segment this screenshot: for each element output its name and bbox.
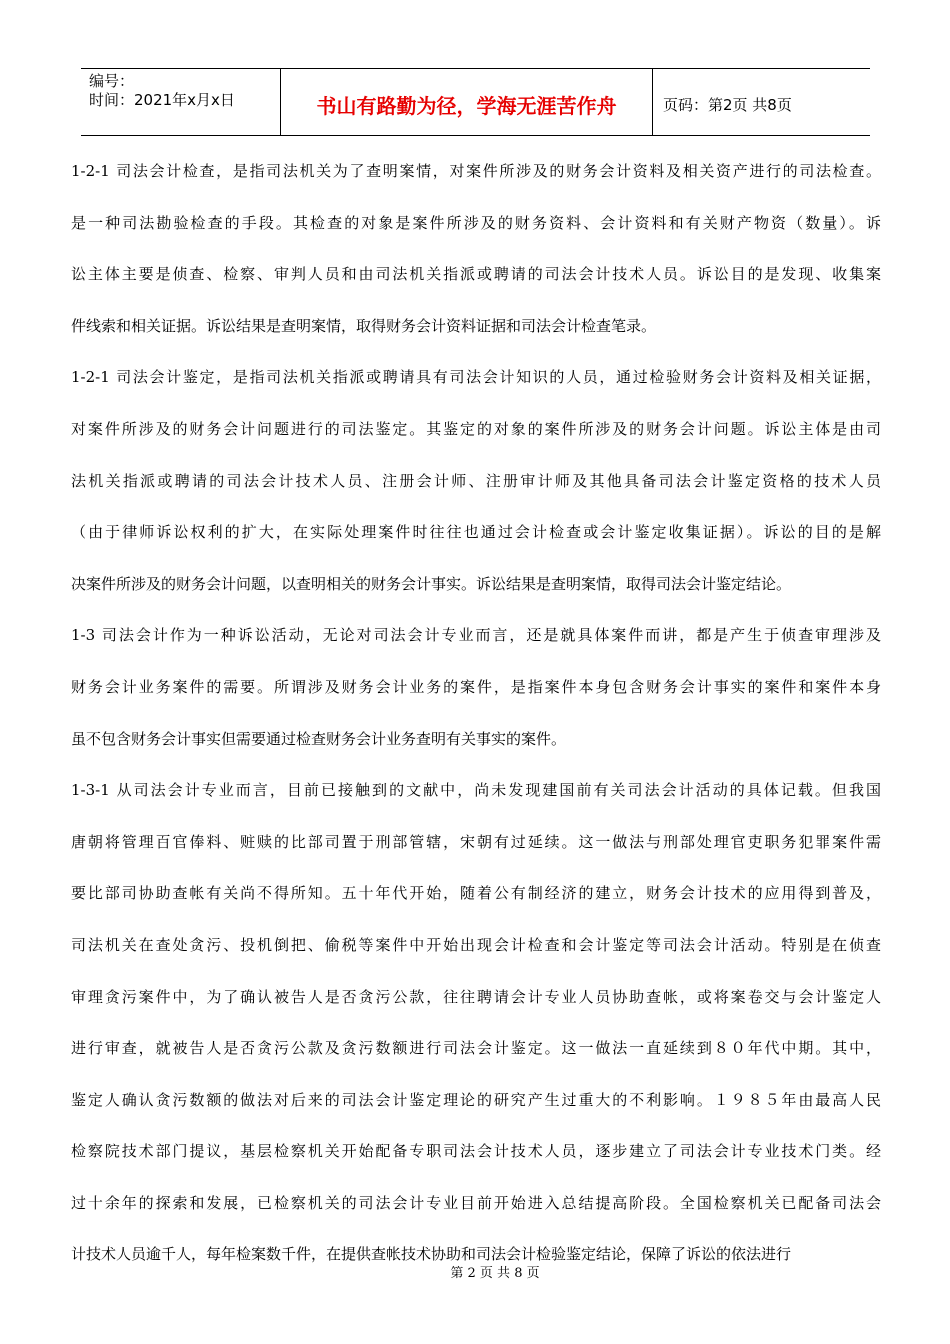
- body-line: 法机关指派或聘请的司法会计技术人员、注册会计师、注册审计师及其他具备司法会计鉴定资格的技术人员: [71, 471, 881, 490]
- header-motto: 书山有路勤为径，学海无涯苦作舟: [281, 69, 653, 135]
- body-line: 鉴定人确认贪污数额的做法对后来的司法会计鉴定理论的研究产生过重大的不利影响。１９８５年由最高人民: [71, 1090, 881, 1109]
- body-line: 1-2-1 司法会计鉴定，是指司法机关指派或聘请具有司法会计知识的人员，通过检验财务会计资料及相关证据，: [71, 368, 881, 387]
- body-line: 对案件所涉及的财务会计问题进行的司法鉴定。其鉴定的对象的案件所涉及的财务会计问题。诉讼主体是由司: [71, 419, 881, 438]
- body-line: 是一种司法勘验检查的手段。其检查的对象是案件所涉及的财务资料、会计资料和有关财产物资（数量）。诉: [71, 213, 881, 232]
- body-line: 讼主体主要是侦查、检察、审判人员和由司法机关指派或聘请的司法会计技术人员。诉讼目的是发现、收集案: [71, 265, 881, 284]
- page-footer: 第 2 页 共 8 页: [450, 1266, 540, 1281]
- body-line: 财务会计业务案件的需要。所谓涉及财务会计业务的案件，是指案件本身包含财务会计事实的案件和案件本身: [71, 677, 881, 696]
- body-line: 件线索和相关证据。诉讼结果是查明案情，取得财务会计资料证据和司法会计检查笔录。: [71, 316, 657, 335]
- document-header: [81, 68, 870, 136]
- header-meta-cell: [81, 69, 281, 135]
- body-line: 司法机关在查处贪污、投机倒把、偷税等案件中开始出现会计检查和会计鉴定等司法会计活动。特别是在侦查: [71, 935, 881, 954]
- body-line: 计技术人员逾千人，每年检案数千件，在提供查帐技术协助和司法会计检验鉴定结论，保障了诉讼的依法进行: [71, 1245, 792, 1264]
- doc-number-label: 编号：: [89, 72, 135, 90]
- body-line: 虽不包含财务会计事实但需要通过检查财务会计业务查明有关事实的案件。: [71, 729, 567, 748]
- document-body: [71, 146, 881, 1281]
- body-line: 唐朝将管理百官俸料、赃赎的比部司置于刑部管辖，宋朝有过延续。这一做法与刑部处理官吏职务犯罪案件需: [71, 832, 881, 851]
- date-label: 时间：2021年x月x日: [89, 91, 235, 109]
- body-line: （由于律师诉讼权利的扩大，在实际处理案件时往往也通过会计检查或会计鉴定收集证据）。诉讼的目的是解: [71, 523, 881, 542]
- body-line: 进行审查，就被告人是否贪污公款及贪污数额进行司法会计鉴定。这一做法一直延续到８０年代中期。其中，: [71, 1039, 881, 1058]
- header-page-info: 页码：第2页 共8页: [663, 95, 792, 114]
- body-line: 决案件所涉及的财务会计问题，以查明相关的财务会计事实。诉讼结果是查明案情，取得司法会计鉴定结论。: [71, 574, 792, 593]
- body-line: 1-3 司法会计作为一种诉讼活动，无论对司法会计专业而言，还是就具体案件而讲，都是产生于侦查审理涉及: [71, 626, 881, 645]
- body-line: 1-3-1 从司法会计专业而言，目前已接触到的文献中，尚未发现建国前有关司法会计活动的具体记载。但我国: [71, 781, 881, 800]
- body-line: 审理贪污案件中，为了确认被告人是否贪污公款，往往聘请会计专业人员协助查帐，或将案卷交与会计鉴定人: [71, 987, 881, 1006]
- body-line: 过十余年的探索和发展，已检察机关的司法会计专业目前开始进入总结提高阶段。全国检察机关已配备司法会: [71, 1193, 881, 1212]
- body-line: 1-2-1 司法会计检查，是指司法机关为了查明案情，对案件所涉及的财务会计资料及相关资产进行的司法检查。: [71, 162, 881, 180]
- body-line: 检察院技术部门提议，基层检察机关开始配备专职司法会计技术人员，逐步建立了司法会计专业技术门类。经: [71, 1142, 881, 1161]
- body-line: 要比部司协助查帐有关尚不得所知。五十年代开始，随着公有制经济的建立，财务会计技术的应用得到普及，: [71, 884, 881, 903]
